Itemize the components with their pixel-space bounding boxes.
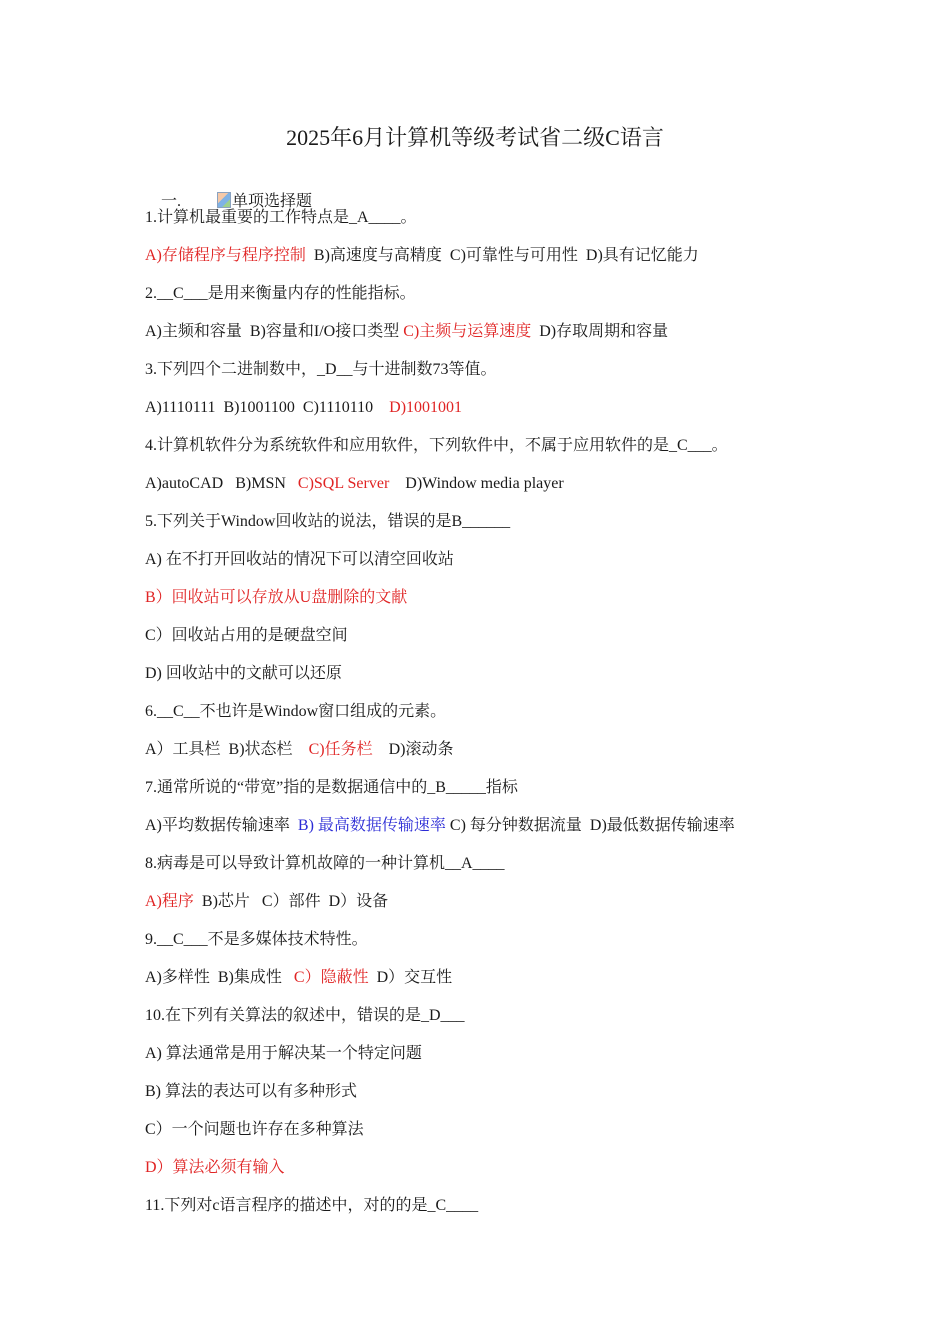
highlighted-answer: C)任务栏 — [308, 741, 373, 758]
text-line — [145, 929, 368, 951]
line-text: 8.病毒是可以导致计算机故障的一种计算机__A____ — [145, 855, 505, 872]
text-line — [145, 435, 728, 457]
line-text: 9.__C___不是多媒体技术特性。 — [145, 931, 368, 948]
text-line — [145, 511, 510, 533]
line-text: 2.__C___是用来衡量内存的性能指标。 — [145, 285, 416, 302]
highlighted-answer: C)主频与运算速度 — [403, 323, 532, 340]
text-line — [145, 891, 388, 913]
highlighted-answer: C）隐蔽性 — [293, 969, 369, 986]
highlighted-answer: D)1001001 — [389, 399, 463, 416]
line-text: 6.__C__不也许是Window窗口组成的元素。 — [145, 703, 447, 720]
document-title: 2025年6月计算机等级考试省二级C语言 — [286, 125, 664, 150]
text-line — [145, 625, 348, 647]
line-text: 7.通常所说的“带宽”指的是数据通信中的_B_____指标 — [145, 779, 518, 796]
text-line — [145, 587, 407, 609]
line-text: D)存取周期和容量 — [531, 323, 669, 340]
text-line — [145, 701, 446, 723]
line-text: C）回收站占用的是硬盘空间 — [145, 627, 348, 644]
text-line — [145, 207, 417, 229]
text-line — [145, 549, 454, 571]
picture-icon — [217, 192, 231, 208]
line-text: 1.计算机最重要的工作特点是_A____。 — [145, 209, 417, 226]
line-text: 10.在下列有关算法的叙述中，错误的是_D___ — [145, 1007, 465, 1024]
line-text: D) 回收站中的文献可以还原 — [145, 665, 342, 682]
text-line — [145, 473, 564, 495]
highlighted-answer: A)存储程序与程序控制 — [145, 247, 306, 264]
line-text: D）交互性 — [368, 969, 453, 986]
text-line — [145, 321, 668, 343]
text-line — [145, 1081, 357, 1103]
line-text: A)平均数据传输速率 — [145, 817, 298, 834]
line-text: C）一个问题也许存在多种算法 — [145, 1121, 364, 1138]
line-text: D)滚动条 — [372, 741, 454, 758]
section-number: 一. — [161, 193, 182, 210]
line-text: A)1110111 B)1001100 C)1110110 — [145, 399, 390, 416]
text-line — [145, 663, 342, 685]
text-line — [145, 245, 699, 267]
text-line — [145, 359, 497, 381]
section-label: 单项选择题 — [232, 193, 313, 210]
text-line — [145, 397, 462, 419]
highlighted-answer: C)SQL Server — [297, 475, 390, 492]
text-line — [145, 777, 518, 799]
line-text: B)高速度与高精度 C)可靠性与可用性 D)具有记忆能力 — [305, 247, 699, 264]
text-line — [145, 1005, 465, 1027]
text-line — [145, 283, 416, 305]
highlighted-answer: B）回收站可以存放从U盘删除的文献 — [145, 589, 408, 606]
line-text: B)芯片 C）部件 D）设备 — [193, 893, 389, 910]
text-line — [145, 967, 452, 989]
line-text: 4.计算机软件分为系统软件和应用软件，下列软件中，不属于应用软件的是_C___。 — [145, 437, 728, 454]
highlighted-answer: A)程序 — [145, 893, 194, 910]
line-text: A）工具栏 B)状态栏 — [145, 741, 309, 758]
text-line — [145, 1043, 422, 1065]
text-line — [145, 1157, 285, 1179]
line-text: 11.下列对c语言程序的描述中，对的的是_C____ — [145, 1197, 479, 1214]
line-text: A) 算法通常是用于解决某一个特定问题 — [145, 1045, 422, 1062]
text-line — [145, 815, 735, 837]
highlighted-answer: B) 最高数据传输速率 — [297, 817, 446, 834]
text-line — [145, 1119, 364, 1141]
text-line — [145, 853, 505, 875]
line-text: A)多样性 B)集成性 — [145, 969, 294, 986]
line-text: A) 在不打开回收站的情况下可以清空回收站 — [145, 551, 454, 568]
highlighted-answer: D）算法必须有输入 — [145, 1159, 285, 1176]
line-text: A)autoCAD B)MSN — [145, 475, 298, 492]
line-text: D)Window media player — [389, 475, 564, 492]
line-text: A)主频和容量 B)容量和I/O接口类型 — [145, 323, 404, 340]
text-line — [145, 1195, 478, 1217]
line-text: B) 算法的表达可以有多种形式 — [145, 1083, 358, 1100]
line-text: 5.下列关于Window回收站的说法，错误的是B______ — [145, 513, 511, 530]
line-text: 3.下列四个二进制数中，_D__与十进制数73等值。 — [145, 361, 497, 378]
line-text: C) 每分钟数据流量 D)最低数据传输速率 — [445, 817, 735, 834]
text-line — [145, 739, 453, 761]
